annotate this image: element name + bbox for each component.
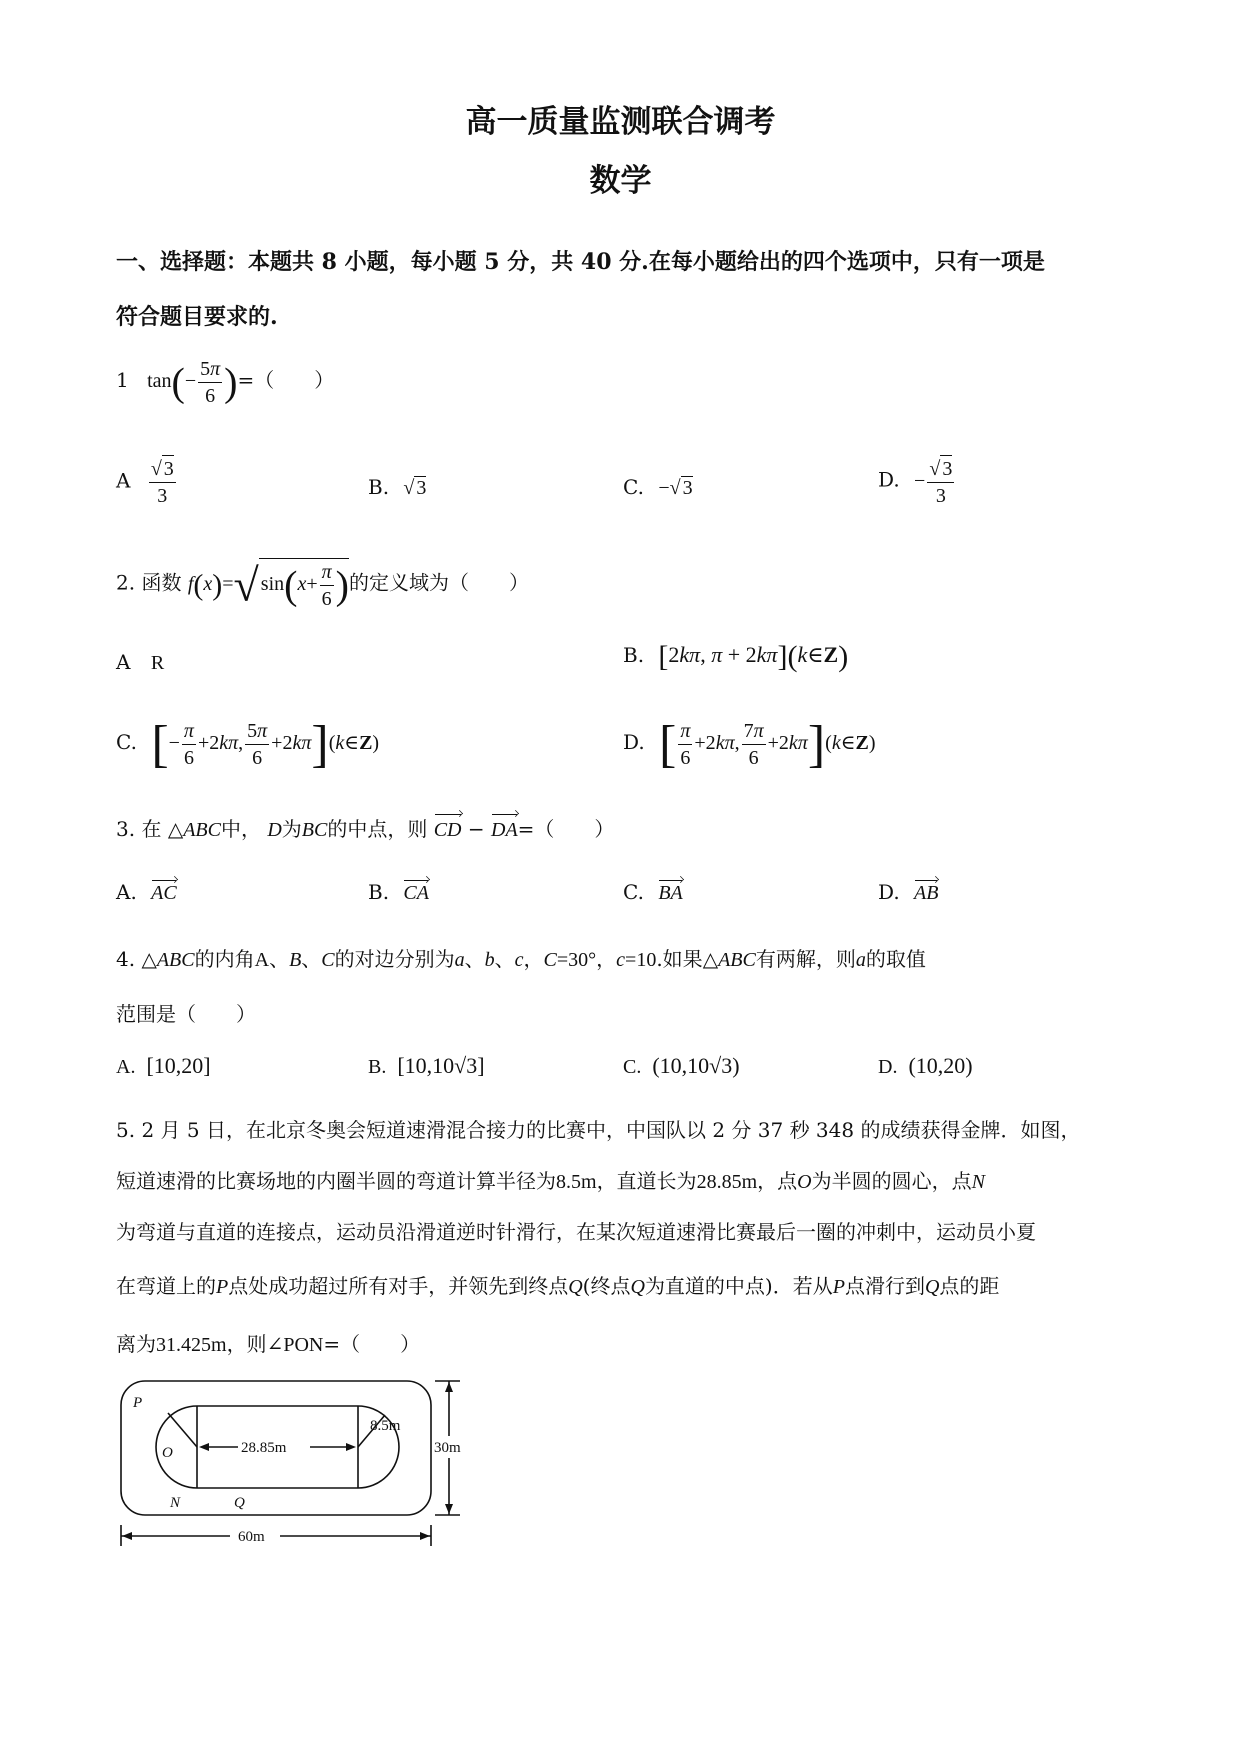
q1-option-b: B. √ 3 (368, 475, 427, 499)
q3-option-a: A. AC (116, 880, 177, 904)
label-p: P (133, 1395, 143, 1411)
rink-diagram (110, 1370, 490, 1565)
question-5-line5: 离为31.425m，则∠PON=（ ） (116, 1332, 421, 1356)
question-4: 4. △ABC的内角A、B、C的对边分别为a、b、c，C=30°，c=10.如果△ABC有两解，则a的取值 (116, 947, 926, 971)
label-q: Q (234, 1495, 245, 1511)
question-number: 1 (116, 368, 129, 393)
label-straight: 28.85m (241, 1440, 287, 1456)
section-heading-line1: 一、选择题：本题共 8 小题，每小题 5 分，共 40 分.在每小题给出的四个选项中，只有一项是 (116, 249, 1045, 275)
q3-option-b: B. CA (368, 880, 429, 904)
q4-option-a: A. [10,20] (116, 1053, 211, 1078)
q4-option-d: D. (10,20) (878, 1053, 973, 1078)
page-title: 高一质量监测联合调考 (465, 104, 776, 140)
subject-title: 数学 (589, 163, 652, 199)
question-1 (116, 356, 1136, 409)
section-heading-line2: 符合题目要求的. (116, 304, 278, 330)
question-4-line2: 范围是（ ） (116, 1002, 256, 1026)
q1-option-a: A $\frac{√ 3}{3}$ (116, 455, 178, 509)
question-5-line4: 在弯道上的P点处成功超过所有对手，并领先到终点Q(终点Q为直道的中点)．若从P点滑行到Q点的距 (116, 1274, 1000, 1298)
q4-option-b: B. [10,10√3] (368, 1053, 485, 1078)
label-n: N (170, 1495, 181, 1511)
question-5-line3: 为弯道与直道的连接点，运动员沿滑道逆时针滑行，在某次短道速滑比赛最后一圈的冲刺中，运动员小夏 (116, 1220, 1036, 1244)
q3-option-c: C. BA (623, 880, 683, 904)
label-radius: 8.5m (370, 1418, 401, 1434)
q1-option-d: D. − $\frac{√ 3}{3}$ (878, 455, 956, 509)
radius-op (168, 1413, 197, 1447)
q2-option-c: C. [− $\frac{\pi}{6}$ +2kπ, $\frac{5\pi}{6}$ +2kπ](k∈Z) (116, 716, 380, 773)
math-expression: tan(− $\frac{5\pi}{6}$ ) (147, 358, 238, 407)
q2-option-d: D. [ $\frac{\pi}{6}$ +2kπ, $\frac{7\pi}{6}$ +2kπ](k∈Z) (623, 716, 876, 773)
q2-option-b: B. [2kπ, π + 2kπ](k∈Z) (623, 640, 849, 673)
question-2: 2. 函数 f(x)=√ sin(x+ $\frac{\pi}{6}$ )的定义域为（ ） (116, 559, 529, 610)
question-5-line2: 短道速滑的比赛场地的内圈半圆的弯道计算半径为8.5m，直道长为28.85m，点O为半圆的圆心，点N (116, 1169, 985, 1193)
q3-option-d: D. AB (878, 880, 939, 904)
q1-option-c: C. −√ 3 (623, 475, 693, 499)
question-5-line1: 5. 2 月 5 日，在北京冬奥会短道速滑混合接力的比赛中，中国队以 2 分 37 秒 348 的成绩获得金牌．如图， (116, 1118, 1081, 1142)
label-width: 60m (238, 1529, 265, 1545)
label-height: 30m (434, 1440, 461, 1456)
q4-option-c: C. (10,10√3) (623, 1053, 740, 1078)
q2-option-a: A R (116, 650, 165, 674)
math-expression: f(x)=√ sin(x+ $\frac{\pi}{6}$ ) (187, 559, 349, 610)
question-3: 3. 在 △ABC中， D为BC的中点，则 CD − DA=（ ） (116, 815, 1136, 844)
question-stem-suffix: =（ ） (237, 368, 335, 393)
label-o: O (162, 1445, 173, 1461)
